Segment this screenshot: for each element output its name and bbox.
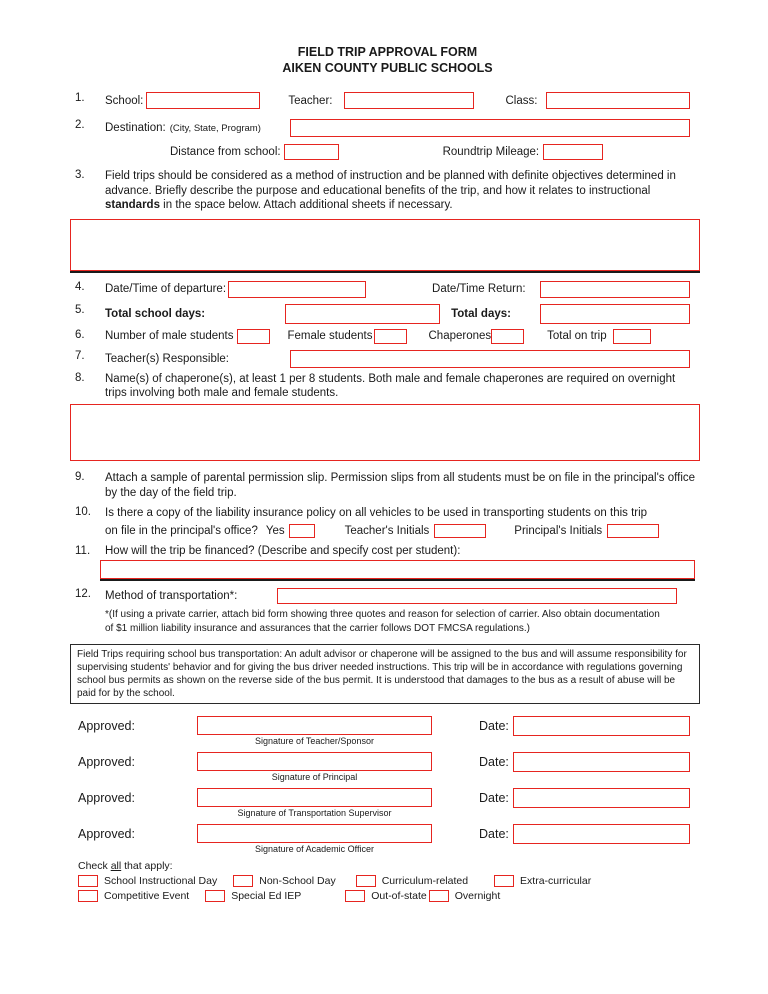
- item-10-text-line2: on file in the principal's office?: [105, 525, 258, 538]
- checklist-item-competitive-event: [78, 890, 189, 902]
- return-input[interactable]: [540, 281, 690, 298]
- yes-label: Yes: [265, 525, 285, 538]
- checklist-item-extra-curricular: [494, 875, 591, 887]
- item-2: [75, 119, 700, 137]
- total-on-trip-label: Total on trip: [547, 330, 607, 343]
- teachers-responsible-input[interactable]: [290, 350, 690, 368]
- checkbox-non-school-day[interactable]: [233, 875, 253, 887]
- item-4-number: 4.: [75, 280, 85, 293]
- checkbox-school-instructional-day[interactable]: [78, 875, 98, 887]
- signature-caption: Signature of Transportation Supervisor: [237, 808, 392, 819]
- transportation-label: Method of transportation*:: [105, 590, 238, 603]
- item-6-number: 6.: [75, 328, 85, 341]
- departure-label: Date/Time of departure:: [105, 283, 227, 296]
- checkbox-extra-curricular[interactable]: [494, 875, 514, 887]
- checkbox-overnight[interactable]: [429, 890, 449, 902]
- item-12-number: 12.: [75, 588, 91, 601]
- female-students-label: Female students: [287, 330, 373, 343]
- date-teacher-sponsor-input[interactable]: [513, 716, 690, 736]
- signature-row-academic-officer: [78, 824, 700, 854]
- date-label: Date:: [479, 827, 509, 842]
- signature-column: [197, 788, 432, 818]
- chaperones-label: Chaperones: [428, 330, 492, 343]
- form-title-line2: AIKEN COUNTY PUBLIC SCHOOLS: [282, 61, 493, 75]
- item-10-number: 10.: [75, 506, 91, 519]
- checkbox-out-of-state[interactable]: [345, 890, 365, 902]
- departure-input[interactable]: [228, 281, 366, 298]
- item-3-text-before: Field trips should be considered as a method of instruction and be planned with definite objectives determined in advance. Briefly describe the purpose and educational benefits of the trip, and how it relates to instructional: [105, 170, 676, 197]
- item-2-number: 2.: [75, 119, 85, 131]
- checklist-item-school-instructional-day: [78, 875, 217, 887]
- signature-teacher-sponsor-input[interactable]: [197, 716, 432, 735]
- item-7-number: 7.: [75, 349, 85, 362]
- item-9-number: 9.: [75, 470, 85, 483]
- item-1: [75, 92, 700, 109]
- checklist-heading-pre: Check: [78, 860, 108, 873]
- checklist-item-overnight: [429, 890, 501, 902]
- checklist: [78, 860, 700, 902]
- teacher-initials-input[interactable]: [434, 524, 486, 538]
- signature-principal-input[interactable]: [197, 752, 432, 771]
- principal-initials-label: Principal's Initials: [514, 525, 603, 538]
- item-3: [75, 169, 700, 213]
- private-carrier-footnote: *(If using a private carrier, attach bid form showing three quotes and reason for selection of carrier. Also obtain documentation of $1 million liability insurance and assurances that the carrier follows DOT FMCSA regulations.): [105, 609, 660, 635]
- chaperones-input[interactable]: [491, 329, 524, 344]
- signature-transportation-supervisor-input[interactable]: [197, 788, 432, 807]
- item-4: [75, 281, 700, 298]
- checkbox-special-ed-iep[interactable]: [205, 890, 225, 902]
- checkbox-label: Overnight: [454, 890, 501, 903]
- approved-label: Approved:: [78, 719, 135, 734]
- school-label: School:: [105, 94, 144, 107]
- form-title-line1: FIELD TRIP APPROVAL FORM: [297, 45, 478, 59]
- checkbox-label: Non-School Day: [259, 875, 336, 888]
- signature-column: [197, 752, 432, 782]
- trip-purpose-input[interactable]: [70, 219, 700, 271]
- checkbox-label: Special Ed IEP: [231, 890, 302, 903]
- item-8: [75, 372, 700, 401]
- item-12: [75, 588, 700, 604]
- item-5-number: 5.: [75, 303, 85, 316]
- approved-label: Approved:: [78, 791, 135, 806]
- signature-caption: Signature of Academic Officer: [255, 844, 374, 855]
- signature-row-transportation-supervisor: [78, 788, 700, 818]
- teachers-responsible-label: Teacher(s) Responsible:: [105, 352, 230, 365]
- item-11-number: 11.: [75, 545, 91, 558]
- item-3-number: 3.: [75, 169, 85, 181]
- checklist-heading: [78, 860, 700, 872]
- item-3-text-after: in the space below. Attach additional sheets if necessary.: [163, 199, 453, 212]
- class-label: Class:: [505, 94, 538, 107]
- approved-label: Approved:: [78, 755, 135, 770]
- school-input[interactable]: [146, 92, 260, 109]
- item-8-text: Name(s) of chaperone(s), at least 1 per 8 students. Both male and female chaperones are required on overnight trips involving both male and female students.: [105, 372, 676, 400]
- financing-input[interactable]: [100, 560, 695, 579]
- date-principal-input[interactable]: [513, 752, 690, 772]
- date-transportation-supervisor-input[interactable]: [513, 788, 690, 808]
- signature-caption: Signature of Teacher/Sponsor: [255, 736, 374, 747]
- item-9: [75, 471, 700, 500]
- destination-hint: (City, State, Program): [169, 122, 261, 134]
- checklist-heading-post: that apply:: [124, 860, 173, 873]
- checkbox-label: Curriculum-related: [381, 875, 469, 888]
- checkbox-label: Extra-curricular: [520, 875, 592, 888]
- school-days-label: Total school days:: [105, 307, 206, 320]
- total-days-input[interactable]: [540, 304, 690, 324]
- distance-input[interactable]: [284, 144, 339, 160]
- total-days-label: Total days:: [451, 307, 511, 320]
- item-10: [75, 506, 700, 538]
- item-11: [75, 545, 700, 557]
- school-days-input[interactable]: [285, 304, 440, 324]
- date-label: Date:: [479, 791, 509, 806]
- bus-transportation-notice: Field Trips requiring school bus transportation: An adult advisor or chaperone will be assigned to the bus and will assume responsibility for supervising students' behavior and for giving the bus driver needed instructions. This trip will be in accordance with regulations governing school bus permits as shown on the reverse side of the bus permit. It is understood that damages to the bus as a result of abuse will be paid for by the school.: [70, 644, 700, 704]
- checkbox-curriculum-related[interactable]: [356, 875, 376, 887]
- signature-column: [197, 824, 432, 854]
- item-8-number: 8.: [75, 371, 85, 384]
- item-1-number: 1.: [75, 92, 85, 104]
- checklist-item-non-school-day: [233, 875, 335, 887]
- teacher-initials-label: Teacher's Initials: [344, 525, 430, 538]
- checklist-item-special-ed-iep: [205, 890, 301, 902]
- checklist-item-out-of-state: [345, 890, 426, 902]
- financing-label: How will the trip be financed? (Describe and specify cost per student):: [105, 545, 461, 558]
- mileage-label: Roundtrip Mileage:: [442, 146, 540, 158]
- signature-row-principal: [78, 752, 700, 782]
- distance-label: Distance from school:: [170, 146, 281, 158]
- checkbox-label: Competitive Event: [104, 890, 190, 903]
- form-title: [75, 44, 700, 76]
- checklist-heading-underlined: all: [110, 860, 122, 873]
- class-input[interactable]: [546, 92, 690, 109]
- item-3-text: [105, 169, 700, 213]
- item-9-text: Attach a sample of parental permission slip. Permission slips from all students must be on file in the principal's office by the day of the field trip.: [105, 471, 696, 499]
- item-3-text-bold: standards: [105, 199, 160, 212]
- item-2b: [75, 144, 700, 160]
- date-label: Date:: [479, 719, 509, 734]
- item-7: [75, 350, 700, 368]
- checkbox-label: Out-of-state: [371, 890, 427, 903]
- chaperone-names-input[interactable]: [70, 404, 700, 461]
- item-10-text-line1: Is there a copy of the liability insurance policy on all vehicles to be used in transporting students on this trip: [105, 507, 648, 520]
- teacher-input[interactable]: [344, 92, 474, 109]
- date-label: Date:: [479, 755, 509, 770]
- yes-input[interactable]: [289, 524, 315, 538]
- principal-initials-input[interactable]: [607, 524, 659, 538]
- return-label: Date/Time Return:: [432, 283, 526, 296]
- checkbox-label: School Instructional Day: [104, 875, 218, 888]
- signature-row-teacher-sponsor: [78, 716, 700, 746]
- checklist-item-curriculum-related: [356, 875, 468, 887]
- male-students-input[interactable]: [237, 329, 270, 344]
- checkbox-competitive-event[interactable]: [78, 890, 98, 902]
- signature-caption: Signature of Principal: [271, 772, 358, 783]
- destination-input[interactable]: [290, 119, 690, 137]
- item-6: [75, 329, 700, 344]
- transportation-input[interactable]: [277, 588, 677, 604]
- male-students-label: Number of male students: [105, 330, 234, 343]
- signature-column: [197, 716, 432, 746]
- teacher-label: Teacher:: [288, 94, 333, 107]
- female-students-input[interactable]: [374, 329, 407, 344]
- item-5: [75, 304, 700, 324]
- date-academic-officer-input[interactable]: [513, 824, 690, 844]
- signature-academic-officer-input[interactable]: [197, 824, 432, 843]
- total-on-trip-input[interactable]: [613, 329, 651, 344]
- approved-label: Approved:: [78, 827, 135, 842]
- mileage-input[interactable]: [543, 144, 603, 160]
- destination-label: Destination:: [105, 122, 166, 134]
